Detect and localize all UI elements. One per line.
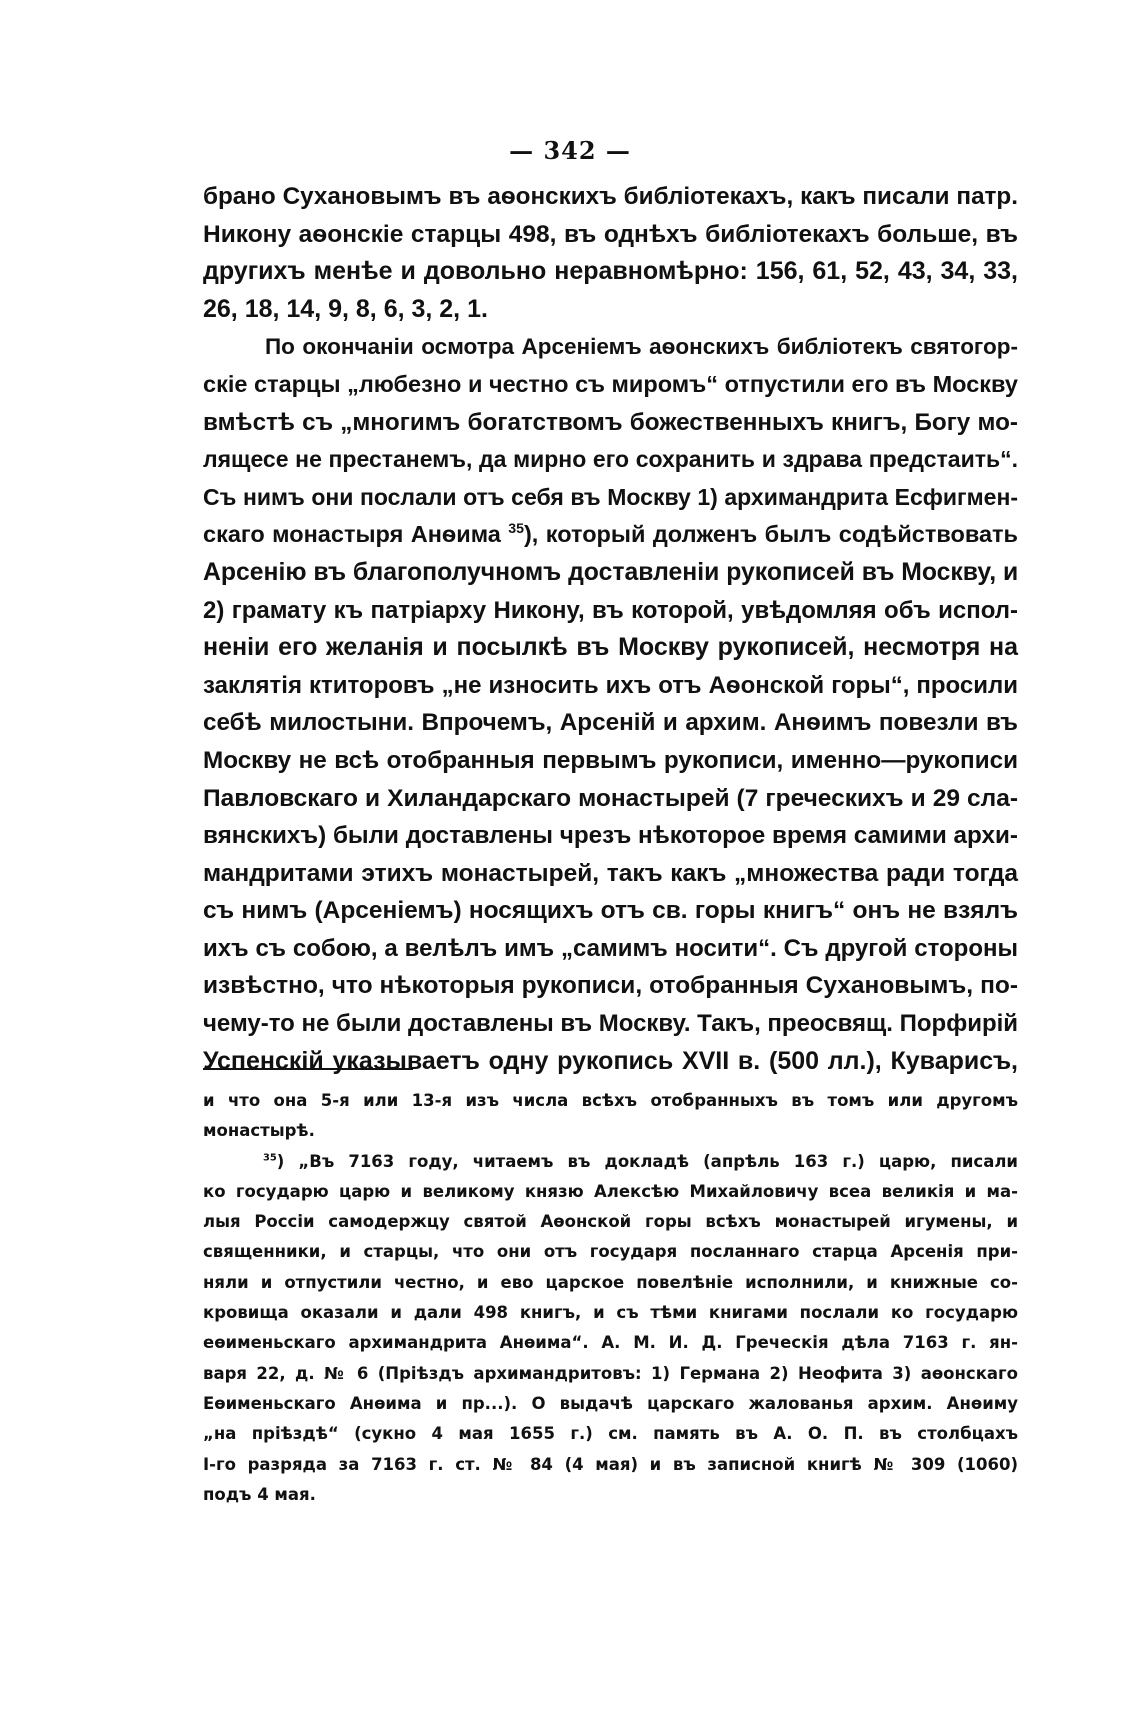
text-line: Арсенію въ благополучномъ доставленіи рукописей въ Москву, и — [203, 558, 1019, 586]
main-text — [203, 178, 1018, 1080]
text-line: вянскихъ) были доставлены чрезъ нѣкоторое время самими архи- — [203, 822, 1018, 850]
footnote-line: подъ 4 мая. — [203, 1484, 316, 1504]
text-line: Павловскаго и Хиландарскаго монастырей (7 греческихъ и 29 сла- — [203, 784, 1018, 812]
footnote-close-paren: ) — [276, 1151, 285, 1171]
text-segment: скаго монастыря Анѳима — [203, 521, 501, 548]
footnote-line: Еѳименьскаго Анѳима и пр...). О выдачѣ царскаго жалованья архим. Анѳиму — [203, 1393, 1018, 1413]
text-segment: ), который долженъ былъ содѣйствовать — [523, 521, 1018, 548]
text-line: извѣстно, что нѣкоторыя рукописи, отобранныя Сухановымъ, по- — [203, 972, 1018, 1000]
text-line: скіе старцы „любезно и честно съ миромъ“ отпустили его въ Москву — [203, 370, 1018, 397]
text-line: съ нимъ (Арсеніемъ) носящихъ отъ св. горы книгъ“ онъ не взялъ — [203, 897, 1018, 925]
text-line: брано Сухановымъ въ аѳонскихъ библіотекахъ, какъ писали патр. — [203, 183, 1018, 210]
text-line: 26, 18, 14, 9, 8, 6, 3, 2, 1. — [203, 294, 488, 323]
text-line-with-footnote — [203, 516, 1018, 554]
paragraph-start-line: По окончаніи осмотра Арсеніемъ аѳонскихъ библіотекъ святогор- — [265, 334, 1018, 360]
footnote-line: еѳименьскаго архимандрита Анѳима“. А. М. И. Д. Греческія дѣла 7163 г. ян- — [203, 1333, 1018, 1353]
text-line: вмѣстѣ съ „многимъ богатствомъ божественныхъ книгъ, Богу мо- — [203, 408, 1018, 436]
text-line: Успенскій указываетъ одну рукопись XVII в. (500 лл.), Куварисъ, — [203, 1046, 1018, 1075]
page-number: — 342 — — [509, 136, 631, 165]
text-line: мандритами этихъ монастырей, такъ какъ „множества ради тогда — [203, 859, 1018, 887]
footnote-line: варя 22, д. № 6 (Пріѣздъ архимандритовъ: 1) Германа 2) Неофита 3) аѳонскаго — [203, 1363, 1018, 1383]
text-line: Москву не всѣ отобранныя первымъ рукописи, именно—рукописи — [203, 746, 1018, 774]
footnote-number: 35 — [263, 1152, 277, 1164]
text-line: неніи его желанія и посылкѣ въ Москву рукописей, несмотря на — [203, 633, 1018, 662]
footnote-text: „Въ 7163 году, читаемъ въ докладѣ (апрѣль 163 г.) царю, писали — [298, 1151, 1018, 1171]
footnotes — [203, 1086, 1018, 1510]
footnote-reference: 35 — [508, 520, 524, 537]
text-line: заклятія ктиторовъ „не износить ихъ отъ Аѳонской горы“, просили — [203, 671, 1018, 699]
footnote-line: священники, и старцы, что они отъ государя посланнаго старца Арсенія при- — [203, 1242, 1018, 1262]
text-line: Никону аѳонскіе старцы 498, въ однѣхъ библіотекахъ больше, въ — [203, 220, 1018, 248]
footnote-line: І-го разряда за 7163 г. ст. № 84 (4 мая) и въ записной книгѣ № 309 (1060) — [203, 1454, 1018, 1474]
footnote-line: кровища оказали и дали 498 книгъ, и съ тѣми книгами послали ко государю — [203, 1303, 1018, 1323]
text-line: чему-то не были доставлены въ Москву. Такъ, преосвящ. Порфирій — [203, 1010, 1019, 1038]
footnote-divider — [203, 1068, 413, 1070]
text-line: 2) грамату къ патріарху Никону, въ которой, увѣдомляя объ испол- — [203, 596, 1018, 624]
text-line: Съ нимъ они послали отъ себя въ Москву 1) архимандрита Есфигмен- — [203, 483, 1018, 510]
footnote-line: лыя Россіи самодержцу святой Аѳонской горы всѣхъ монастырей игумены, и — [203, 1212, 1018, 1232]
text-line: другихъ менѣе и довольно неравномѣрно: 156, 61, 52, 43, 34, 33, — [203, 257, 1018, 286]
footnote-line: няли и отпустили честно, и ево царское повелѣніе исполнили, и книжные со- — [203, 1272, 1018, 1292]
footnote-line: ко государю царю и великому князю Алексѣю Михайловичу всеа великія и ма- — [203, 1181, 1018, 1201]
text-line: лящесе не престанемъ, да мирно его сохранить и здрава предстаить“. — [203, 446, 1018, 473]
footnote-35-start — [203, 1147, 1018, 1177]
footnote-line: и что она 5-я или 13-я изъ числа всѣхъ отобранныхъ въ томъ или другомъ — [203, 1091, 1018, 1110]
text-line: ихъ съ собою, а велѣлъ имъ „самимъ носити“. Съ другой стороны — [203, 934, 1018, 962]
footnote-line: монастырѣ. — [203, 1121, 315, 1141]
text-line: себѣ милостыни. Впрочемъ, Арсеній и архим. Анѳимъ повезли въ — [203, 709, 1018, 737]
footnote-line: „на пріѣздѣ“ (сукно 4 мая 1655 г.) см. память въ А. О. П. въ столбцахъ — [203, 1424, 1018, 1444]
